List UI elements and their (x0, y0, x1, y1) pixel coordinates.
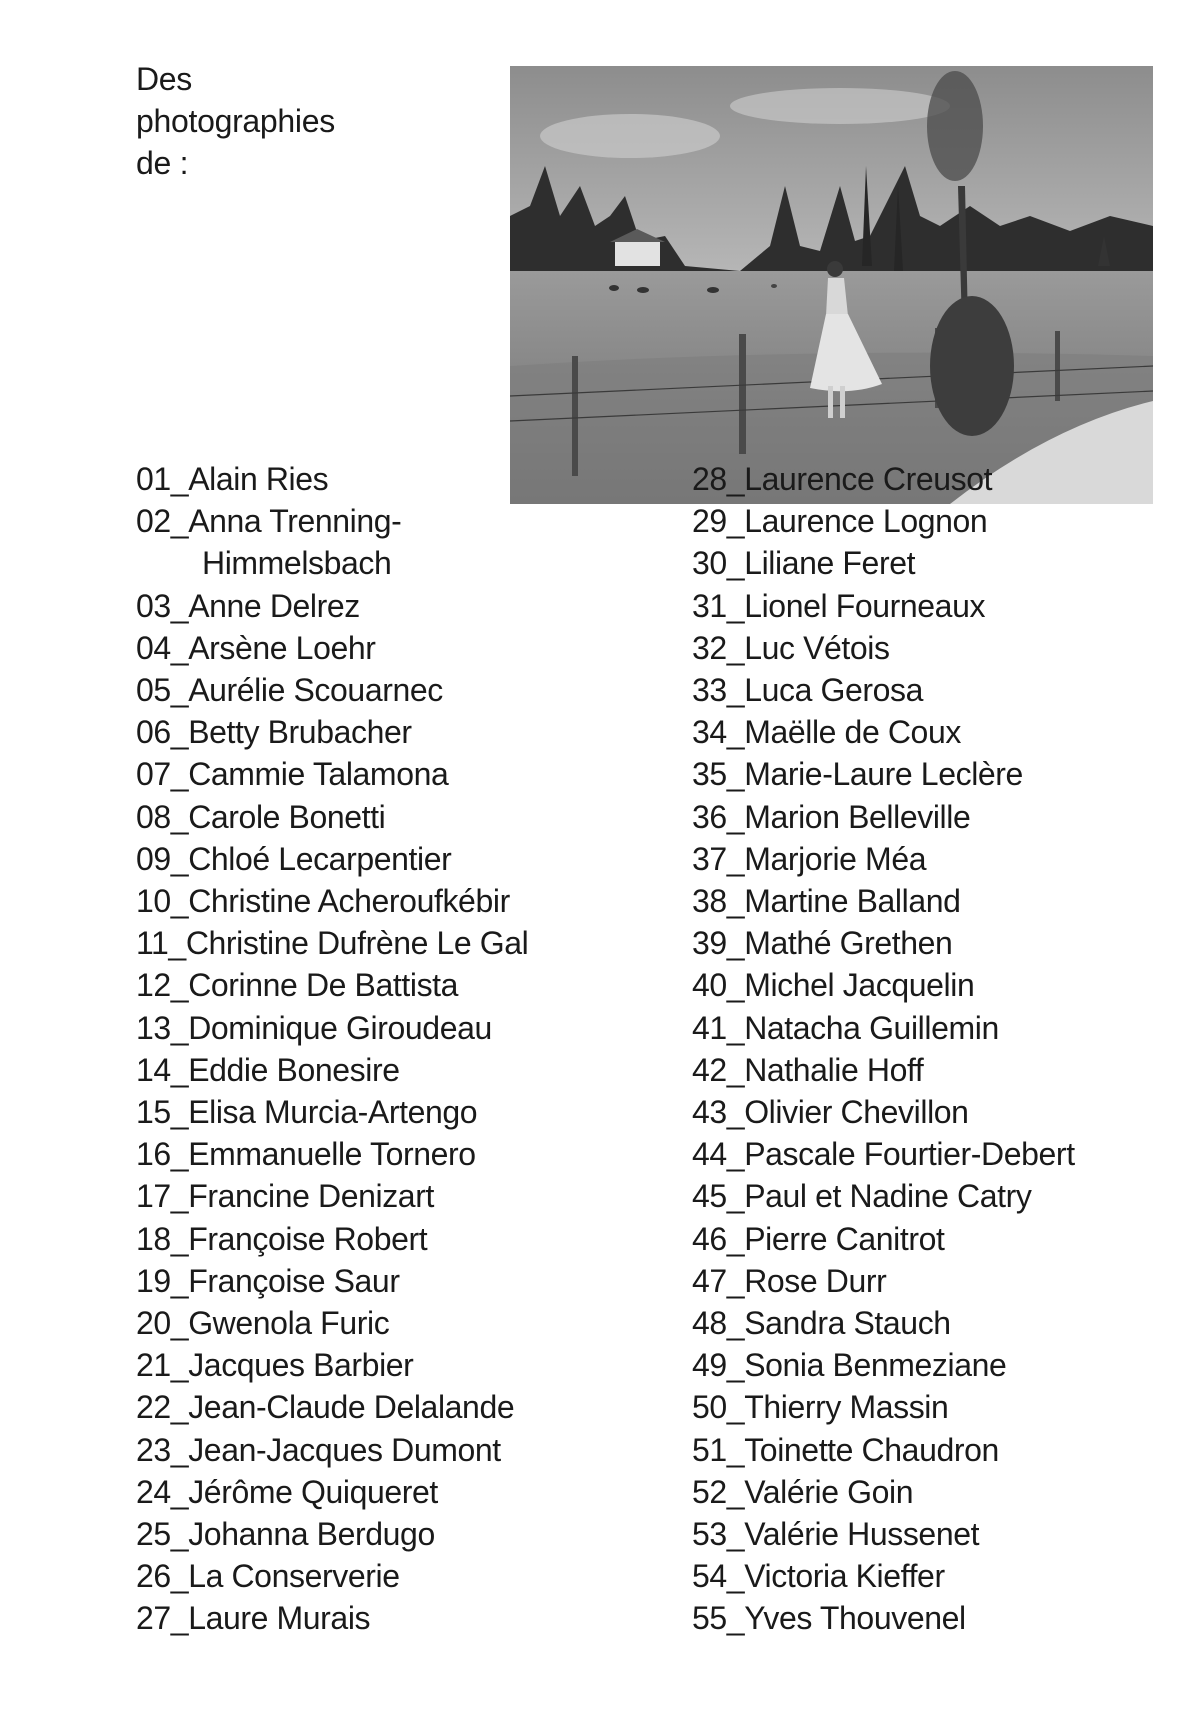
list-item: 03_Anne Delrez (136, 587, 360, 624)
list-item: 39_Mathé Grethen (692, 925, 953, 962)
list-item: 15_Elisa Murcia-Artengo (136, 1094, 478, 1131)
list-item: 05_Aurélie Scouarnec (136, 672, 443, 709)
list-item: 31_Lionel Fourneaux (692, 587, 986, 624)
list-item: 50_Thierry Massin (692, 1389, 949, 1426)
list-item: 33_Luca Gerosa (692, 672, 924, 709)
heading-line-1: Des (136, 61, 193, 97)
list-item: 54_Victoria Kieffer (692, 1558, 945, 1595)
list-item: 40_Michel Jacquelin (692, 967, 975, 1004)
list-item: 18_Françoise Robert (136, 1220, 428, 1257)
list-item: 36_Marion Belleville (692, 798, 971, 835)
list-item: 34_Maëlle de Coux (692, 714, 961, 751)
list-item: 21_Jacques Barbier (136, 1347, 414, 1384)
heading-line-2: photographies (136, 103, 335, 139)
list-item: 23_Jean-Jacques Dumont (136, 1431, 501, 1468)
list-item: 17_Francine Denizart (136, 1178, 434, 1215)
list-item: 14_Eddie Bonesire (136, 1051, 400, 1088)
list-item: 25_Johanna Berdugo (136, 1516, 435, 1553)
photographer-list-right (692, 458, 1075, 1640)
black-and-white-photograph (510, 66, 1153, 504)
list-item: 06_Betty Brubacher (136, 714, 412, 751)
list-item: 11_Christine Dufrène Le Gal (136, 925, 529, 962)
list-item: 46_Pierre Canitrot (692, 1220, 945, 1257)
list-item: 04_Arsène Loehr (136, 629, 376, 666)
list-item: 41_Natacha Guillemin (692, 1009, 999, 1046)
list-item: 47_Rose Durr (692, 1262, 887, 1299)
list-item: 24_Jérôme Quiqueret (136, 1473, 438, 1510)
list-item: 19_Françoise Saur (136, 1262, 400, 1299)
list-item: 32_Luc Vétois (692, 629, 890, 666)
list-item: 26_La Conserverie (136, 1558, 400, 1595)
list-item: 13_Dominique Giroudeau (136, 1009, 492, 1046)
list-item: 35_Marie-Laure Leclère (692, 756, 1023, 793)
list-item: 08_Carole Bonetti (136, 798, 386, 835)
list-item: 37_Marjorie Méa (692, 840, 927, 877)
list-item: 51_Toinette Chaudron (692, 1431, 999, 1468)
list-item: 12_Corinne De Battista (136, 967, 459, 1004)
heading-line-3: de : (136, 145, 189, 181)
list-item: 09_Chloé Lecarpentier (136, 840, 452, 877)
list-item: 01_Alain Ries (136, 461, 329, 497)
list-item: 42_Nathalie Hoff (692, 1051, 924, 1088)
page-heading (136, 58, 335, 184)
list-item: 43_Olivier Chevillon (692, 1094, 969, 1131)
list-item: 48_Sandra Stauch (692, 1305, 951, 1342)
list-item: 49_Sonia Benmeziane (692, 1347, 1007, 1384)
list-item: 10_Christine Acheroufkébir (136, 883, 510, 920)
list-item: 22_Jean-Claude Delalande (136, 1389, 515, 1426)
list-item: 53_Valérie Hussenet (692, 1516, 980, 1553)
list-item: 07_Cammie Talamona (136, 756, 449, 793)
list-item: 38_Martine Balland (692, 883, 961, 920)
list-item: 30_Liliane Feret (692, 545, 916, 582)
list-item: 28_Laurence Creusot (692, 461, 993, 497)
list-item: 27_Laure Murais (136, 1600, 371, 1637)
list-item: 20_Gwenola Furic (136, 1305, 390, 1342)
list-item: Himmelsbach (202, 545, 392, 582)
list-item: 45_Paul et Nadine Catry (692, 1178, 1032, 1215)
list-item: 29_Laurence Lognon (692, 503, 988, 540)
photographer-list-left (136, 458, 528, 1640)
list-item: 44_Pascale Fourtier-Debert (692, 1136, 1075, 1173)
list-item: 16_Emmanuelle Tornero (136, 1136, 476, 1173)
list-item: 52_Valérie Goin (692, 1473, 914, 1510)
list-item: 55_Yves Thouvenel (692, 1600, 966, 1637)
list-item: 02_Anna Trenning- (136, 503, 402, 540)
